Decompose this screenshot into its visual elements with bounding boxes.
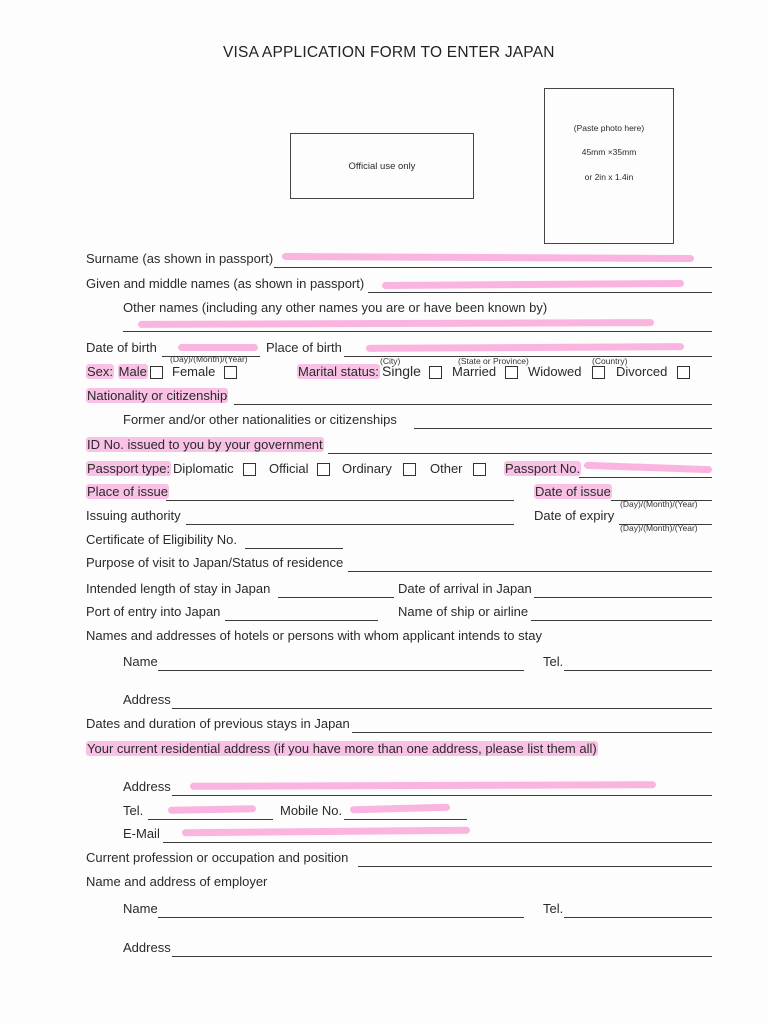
married-checkbox[interactable] xyxy=(505,366,518,379)
employer-name-field[interactable] xyxy=(158,917,524,918)
other-type-label: Other xyxy=(430,461,463,476)
hotel-tel-field[interactable] xyxy=(564,670,712,671)
previous-stays-label: Dates and duration of previous stays in Japan xyxy=(86,716,350,731)
official-use-label: Official use only xyxy=(348,161,416,172)
current-address-field[interactable] xyxy=(172,795,712,796)
hotel-address-label: Address xyxy=(123,692,171,707)
passport-no-highlight xyxy=(584,462,712,473)
form-title: VISA APPLICATION FORM TO ENTER JAPAN xyxy=(223,44,555,61)
widowed-checkbox[interactable] xyxy=(592,366,605,379)
pob-city-hint: (City) xyxy=(380,356,401,366)
coe-field[interactable] xyxy=(245,548,343,549)
current-address-label: Your current residential address (if you have more than one address, please list them all) xyxy=(87,741,597,756)
pob-country-hint: (Country) xyxy=(592,356,628,366)
single-label: Single xyxy=(382,363,421,379)
port-of-entry-field[interactable] xyxy=(225,620,378,621)
former-nationalities-field[interactable] xyxy=(414,428,712,429)
mobile-highlight xyxy=(350,804,450,814)
photo-label: (Paste photo here) xyxy=(573,123,645,133)
other-names-label: Other names (including any other names you are or have been known by) xyxy=(123,300,548,315)
female-label: Female xyxy=(172,364,216,379)
employer-address-field[interactable] xyxy=(172,956,712,957)
coe-label: Certificate of Eligibility No. xyxy=(86,532,237,547)
id-no-field[interactable] xyxy=(328,453,712,454)
email-highlight xyxy=(182,827,470,837)
hotel-address-field[interactable] xyxy=(172,708,712,709)
hotel-tel-label: Tel. xyxy=(543,654,564,669)
mobile-label: Mobile No. xyxy=(280,803,343,818)
ordinary-checkbox[interactable] xyxy=(403,463,416,476)
pob-highlight xyxy=(366,343,684,352)
divorced-label: Divorced xyxy=(616,364,668,379)
pob-label: Place of birth xyxy=(266,340,342,355)
dob-hint: (Day)/(Month)/(Year) xyxy=(170,354,248,364)
hotels-label: Names and addresses of hotels or persons with whom applicant intends to stay xyxy=(86,628,542,643)
purpose-field[interactable] xyxy=(348,571,712,572)
email-field[interactable] xyxy=(163,842,712,843)
widowed-label: Widowed xyxy=(528,364,582,379)
applicant-tel-highlight xyxy=(168,805,256,814)
pob-state-hint: (State or Province) xyxy=(458,356,529,366)
given-names-highlight xyxy=(382,280,684,289)
applicant-tel-label: Tel. xyxy=(123,803,144,818)
other-names-field[interactable] xyxy=(123,331,712,332)
employer-label: Name and address of employer xyxy=(86,874,268,889)
length-of-stay-field[interactable] xyxy=(278,597,394,598)
nationality-field[interactable] xyxy=(234,404,712,405)
male-label: Male xyxy=(118,364,147,379)
arrival-date-field[interactable] xyxy=(534,597,712,598)
official-label: Official xyxy=(269,461,309,476)
diplomatic-label: Diplomatic xyxy=(173,461,234,476)
official-checkbox[interactable] xyxy=(317,463,330,476)
port-of-entry-label: Port of entry into Japan xyxy=(86,604,221,619)
issuing-authority-field[interactable] xyxy=(186,524,514,525)
dob-label: Date of birth xyxy=(86,340,157,355)
date-of-expiry-hint: (Day)/(Month)/(Year) xyxy=(620,523,698,533)
issuing-authority-label: Issuing authority xyxy=(86,508,181,523)
surname-highlight xyxy=(282,253,694,262)
hotel-name-field[interactable] xyxy=(158,670,524,671)
date-of-issue-label: Date of issue xyxy=(535,484,611,499)
photo-size-mm: 45mm ×35mm xyxy=(581,147,637,157)
applicant-tel-field[interactable] xyxy=(148,819,273,820)
employer-name-label: Name xyxy=(123,901,158,916)
passport-type-label: Passport type: xyxy=(87,461,171,476)
email-label: E-Mail xyxy=(123,826,160,841)
other-type-checkbox[interactable] xyxy=(473,463,486,476)
place-of-issue-field[interactable] xyxy=(166,500,514,501)
sex-label: Sex: xyxy=(87,364,114,379)
hotel-name-label: Name xyxy=(123,654,158,669)
employer-address-label: Address xyxy=(123,940,171,955)
ship-airline-field[interactable] xyxy=(531,620,712,621)
photo-box[interactable] xyxy=(544,88,674,244)
nationality-label: Nationality or citizenship xyxy=(87,388,228,403)
purpose-label: Purpose of visit to Japan/Status of residence xyxy=(86,555,344,570)
arrival-date-label: Date of arrival in Japan xyxy=(398,581,532,596)
date-of-issue-hint: (Day)/(Month)/(Year) xyxy=(620,499,698,509)
photo-size-in: or 2in x 1.4in xyxy=(584,172,634,182)
mobile-field[interactable] xyxy=(344,819,467,820)
date-of-expiry-label: Date of expiry xyxy=(534,508,615,523)
diplomatic-checkbox[interactable] xyxy=(243,463,256,476)
employer-tel-label: Tel. xyxy=(543,901,564,916)
passport-no-label: Passport No. xyxy=(505,461,581,476)
id-no-label: ID No. issued to you by your government xyxy=(87,437,323,452)
female-checkbox[interactable] xyxy=(224,366,237,379)
married-label: Married xyxy=(452,364,497,379)
former-nationalities-label: Former and/or other nationalities or citizenships xyxy=(123,412,397,427)
length-of-stay-label: Intended length of stay in Japan xyxy=(86,581,271,596)
current-address-line-label: Address xyxy=(123,779,171,794)
surname-field[interactable] xyxy=(274,267,712,268)
profession-label: Current profession or occupation and position xyxy=(86,850,349,865)
dob-highlight xyxy=(178,344,258,351)
other-names-highlight xyxy=(138,319,654,328)
profession-field[interactable] xyxy=(358,866,712,867)
surname-label: Surname (as shown in passport) xyxy=(86,251,274,266)
given-names-label: Given and middle names (as shown in passport) xyxy=(86,276,365,291)
single-checkbox[interactable] xyxy=(429,366,442,379)
current-address-highlight xyxy=(190,781,656,790)
passport-no-field[interactable] xyxy=(579,477,712,478)
given-names-field[interactable] xyxy=(368,292,712,293)
ship-airline-label: Name of ship or airline xyxy=(398,604,529,619)
previous-stays-field[interactable] xyxy=(352,732,712,733)
marital-label: Marital status: xyxy=(298,364,379,379)
employer-tel-field[interactable] xyxy=(564,917,712,918)
place-of-issue-label: Place of issue xyxy=(87,484,168,499)
male-checkbox[interactable] xyxy=(150,366,163,379)
ordinary-label: Ordinary xyxy=(342,461,392,476)
divorced-checkbox[interactable] xyxy=(677,366,690,379)
official-use-box xyxy=(290,133,474,199)
